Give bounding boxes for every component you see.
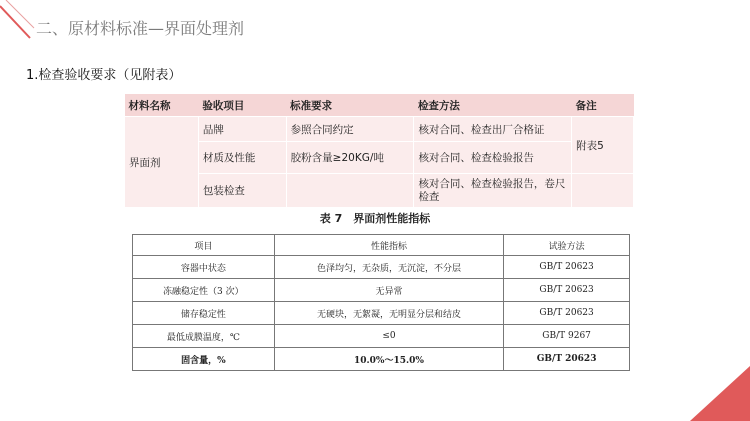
corner-decoration-bottom-right xyxy=(690,366,750,421)
spec-value: ≤0 xyxy=(274,325,504,348)
table-row xyxy=(133,348,630,371)
spec-value: 10.0%～15.0% xyxy=(274,348,504,371)
section-subtitle: 1.检查验收要求（见附表） xyxy=(26,68,182,83)
spec-item: 冻融稳定性（3 次） xyxy=(133,279,275,302)
spec-header-value: 性能指标 xyxy=(274,235,504,256)
spec-table xyxy=(132,234,630,371)
spec-value: 无异常 xyxy=(274,279,504,302)
note-cell: 附表5 xyxy=(572,117,634,174)
header-material: 材料名称 xyxy=(125,94,199,117)
item-cell: 材质及性能 xyxy=(198,142,286,174)
standard-cell xyxy=(286,174,414,208)
spec-item: 固含量，% xyxy=(133,348,275,371)
spec-header-item: 项目 xyxy=(133,235,275,256)
spec-method: GB/T 20623 xyxy=(504,348,630,371)
spec-value: 色泽均匀，无杂质，无沉淀，不分层 xyxy=(274,256,504,279)
table-row xyxy=(133,302,630,325)
header-note: 备注 xyxy=(572,94,634,117)
table-row xyxy=(133,256,630,279)
spec-header-row xyxy=(133,235,630,256)
spec-method: GB/T 20623 xyxy=(504,256,630,279)
header-method: 检查方法 xyxy=(414,94,572,117)
spec-item: 容器中状态 xyxy=(133,256,275,279)
table-row xyxy=(133,325,630,348)
table-row xyxy=(125,174,634,208)
header-standard: 标准要求 xyxy=(286,94,414,117)
spec-item: 储存稳定性 xyxy=(133,302,275,325)
note-cell-empty xyxy=(572,174,634,208)
spec-value: 无硬块，无絮凝，无明显分层和结皮 xyxy=(274,302,504,325)
standard-cell: 胶粉含量≥20KG/吨 xyxy=(286,142,414,174)
page-title: 二、原材料标准—界面处理剂 xyxy=(36,19,245,38)
header-item: 验收项目 xyxy=(198,94,286,117)
item-cell: 品牌 xyxy=(198,117,286,142)
method-cell: 核对合同、检查检验报告 xyxy=(414,142,572,174)
table-row xyxy=(133,279,630,302)
item-cell: 包装检查 xyxy=(198,174,286,208)
spec-method: GB/T 9267 xyxy=(504,325,630,348)
spec-table-caption: 表 7 界面剂性能指标 xyxy=(319,212,431,225)
method-cell: 核对合同、检查检验报告，卷尺检查 xyxy=(414,174,572,208)
method-cell: 核对合同、检查出厂合格证 xyxy=(414,117,572,142)
spec-method: GB/T 20623 xyxy=(504,302,630,325)
spec-method: GB/T 20623 xyxy=(504,279,630,302)
table-row xyxy=(125,142,634,174)
acceptance-table xyxy=(124,94,634,208)
table-row xyxy=(125,117,634,142)
spec-item: 最低成膜温度，℃ xyxy=(133,325,275,348)
acceptance-header-row xyxy=(125,94,634,117)
material-cell: 界面剂 xyxy=(125,117,199,208)
standard-cell: 参照合同约定 xyxy=(286,117,414,142)
spec-header-method: 试验方法 xyxy=(504,235,630,256)
